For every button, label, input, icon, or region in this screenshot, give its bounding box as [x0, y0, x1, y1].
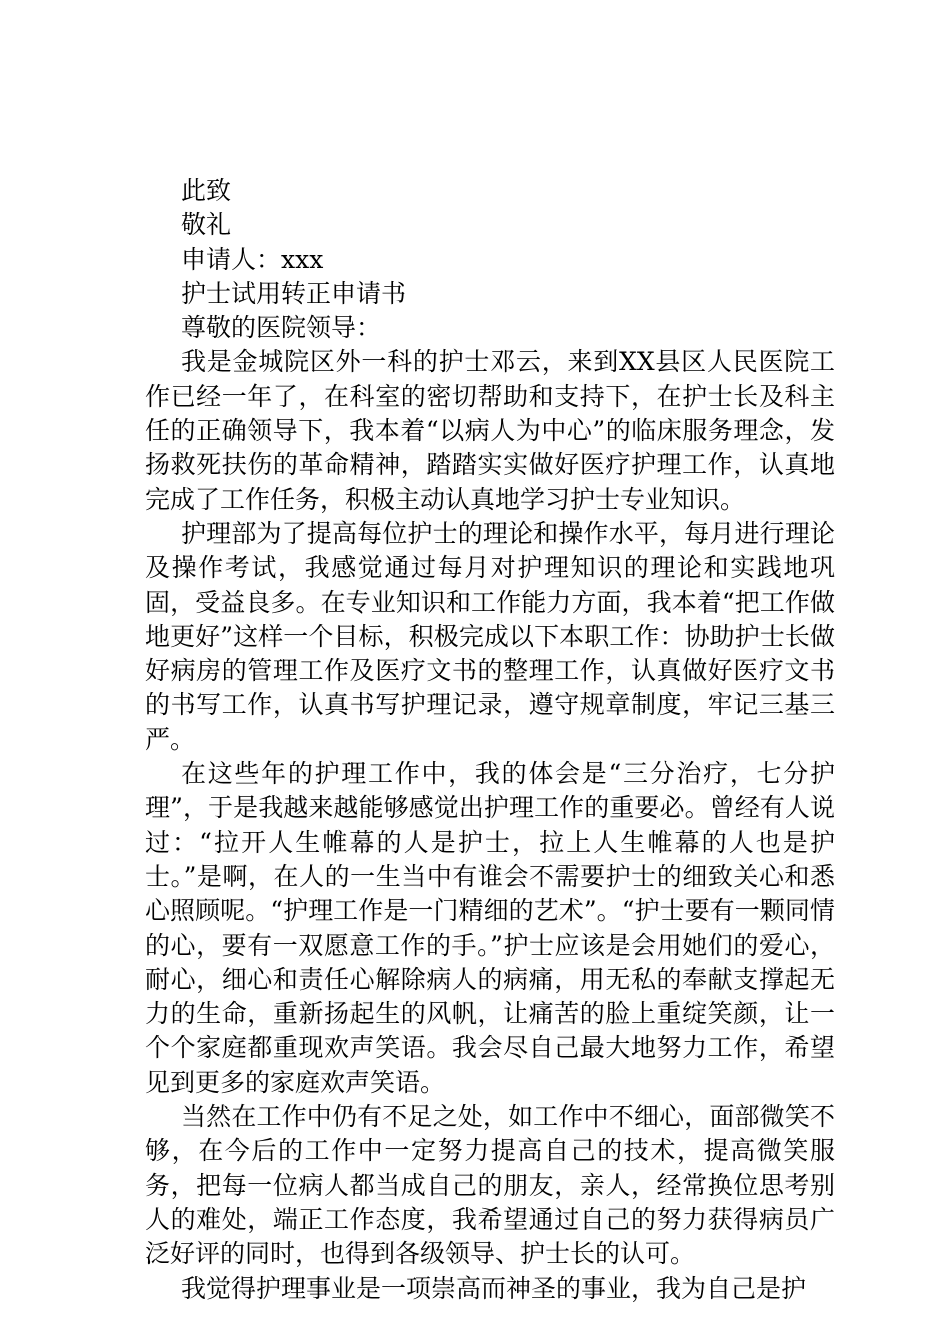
document-title: 护士试用转正申请书	[181, 278, 407, 308]
letter-body	[145, 174, 835, 1306]
paragraph-5: 我觉得护理事业是一项崇高而神圣的事业，我为自己是护	[181, 1273, 807, 1303]
salutation: 尊敬的医院领导：	[181, 313, 382, 343]
paragraph-2: 护理部为了提高每位护士的理论和操作水平，每月进行理论及操作考试，我感觉通过每月对护理知识的理论和实践地巩固，受益良多。在专业知识和工作能力方面，我本着“把工作做地更好”这样一个目标，积极完成以下本职工作：协助护士长做好病房的管理工作及医疗文书的整理工作，认真做好医疗文书的书写工作，认真书写护理记录，遵守规章制度，牢记三基三严。	[145, 518, 835, 754]
paragraph-1: 我是金城院区外一科的护士邓云，来到XX县区人民医院工作已经一年了，在科室的密切帮助和支持下，在护士长及科主任的正确领导下，我本着“以病人为中心”的临床服务理念，发扬救死扶伤的革命精神，踏踏实实做好医疗护理工作，认真地完成了工作任务，积极主动认真地学习护士专业知识。	[145, 347, 835, 514]
closing-line-2: 敬礼	[181, 210, 232, 240]
paragraph-3: 在这些年的护理工作中，我的体会是“三分治疗，七分护理”，于是我越来越能够感觉出护理工作的重要必。曾经有人说过：“拉开人生帷幕的人是护士，拉上人生帷幕的人也是护士。”是啊，在人的一生当中有谁会不需要护士的细致关心和悉心照顾呢。“护理工作是一门精细的艺术”。“护士要有一颗同情的心，要有一双愿意工作的手。”护士应该是会用她们的爱心，耐心，细心和责任心解除病人的病痛，用无私的奉献支撑起无力的生命，重新扬起生的风帆，让痛苦的脸上重绽笑颜，让一个个家庭都重现欢声笑语。我会尽自己最大地努力工作，希望见到更多的家庭欢声笑语。	[145, 759, 835, 1097]
closing-line-1: 此致	[181, 176, 232, 205]
paragraph-4: 当然在工作中仍有不足之处，如工作中不细心，面部微笑不够，在今后的工作中一定努力提高自己的技术，提高微笑服务，把每一位病人都当成自己的朋友，亲人，经常换位思考别人的难处，端正工作态度，我希望通过自己的努力获得病员广泛好评的同时，也得到各级领导、护士长的认可。	[145, 1102, 835, 1269]
applicant-line: 申请人：xxx	[181, 244, 324, 274]
